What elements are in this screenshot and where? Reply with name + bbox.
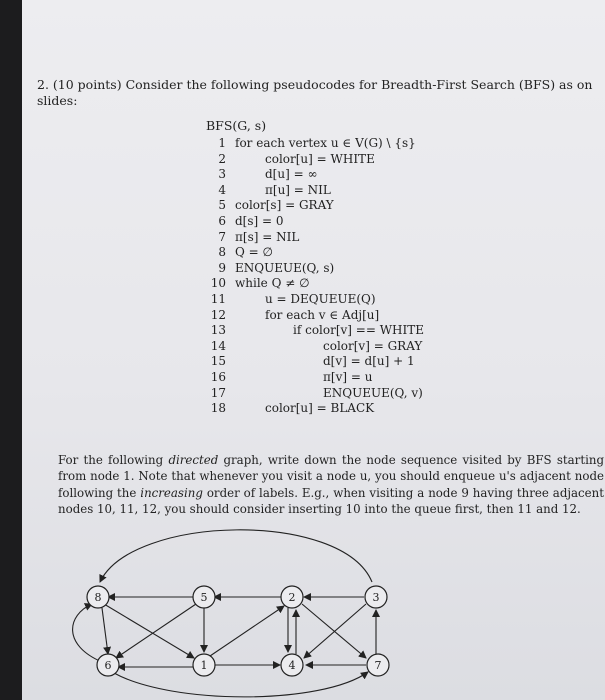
code-line: [206, 167, 526, 183]
problem-number: 2.: [37, 77, 49, 92]
instructions-paragraph: [58, 452, 604, 517]
line-number: 9: [218, 260, 226, 275]
node-label-3: 3: [372, 591, 380, 604]
line-statement: d[v] = d[u] + 1: [323, 354, 415, 369]
code-line: [206, 370, 526, 386]
instructions-part3: order of labels. E.g., when visiting a node 9 having three adjacent nodes 10, 11, 12, you should consider inserting 10 into the queue first, then 11 and 12.: [58, 485, 604, 516]
line-number: 4: [218, 182, 226, 197]
line-number: 17: [210, 385, 226, 400]
line-statement: if color[v] == WHITE: [293, 323, 425, 338]
line-statement: d[s] = 0: [235, 213, 284, 228]
instructions-part2: graph, write down the node sequence visited by BFS starting from node 1. Note that whenever you visit a node u, you should enqueue u's adjacent node following the: [58, 453, 604, 500]
code-line: [206, 339, 526, 355]
edge-3-8: [100, 530, 372, 582]
line-statement: Q = ∅: [235, 245, 273, 260]
pseudocode-title: BFS(G, s): [206, 118, 267, 133]
instructions-emph-increasing: increasing: [140, 485, 203, 500]
code-line: [206, 198, 526, 214]
line-number: 12: [210, 307, 226, 322]
line-statement: color[u] = BLACK: [265, 401, 375, 416]
node-label-7: 7: [374, 659, 382, 672]
code-line: [206, 276, 526, 292]
line-statement: color[u] = WHITE: [265, 151, 375, 166]
line-number: 2: [218, 151, 226, 166]
line-number: 6: [218, 213, 226, 228]
line-number: 1: [218, 136, 226, 150]
code-line: [206, 183, 526, 199]
instructions-part1: For the following: [58, 453, 169, 467]
problem-statement: [37, 77, 597, 109]
bfs-pseudocode: [206, 118, 526, 417]
line-statement: u = DEQUEUE(Q): [265, 291, 376, 306]
node-label-4: 4: [288, 659, 296, 672]
line-number: 10: [210, 276, 226, 291]
line-number: 13: [210, 323, 226, 338]
code-line: [206, 386, 526, 402]
node-label-8: 8: [94, 591, 102, 604]
edge-6-8: [73, 604, 102, 662]
line-number: 16: [210, 369, 226, 384]
line-statement: for each vertex u ∈ V(G) \ {s}: [235, 136, 416, 150]
edge-1-2: [210, 606, 284, 656]
node-label-6: 6: [104, 659, 112, 672]
code-line: [206, 323, 526, 339]
edge-6-7: [114, 672, 368, 697]
line-statement: π[v] = u: [323, 369, 373, 384]
line-statement: for each v ∈ Adj[u]: [265, 307, 380, 322]
node-label-5: 5: [200, 591, 208, 604]
line-number: 7: [218, 229, 226, 244]
line-number: 18: [210, 401, 226, 416]
code-line: [206, 401, 526, 417]
line-statement: ENQUEUE(Q, v): [323, 385, 423, 400]
problem-intro: Consider the following pseudocodes for Breadth-First Search (BFS) as on slides:: [37, 77, 593, 108]
edge-8-6: [102, 608, 108, 654]
line-statement: d[u] = ∞: [265, 167, 318, 182]
line-number: 14: [210, 338, 226, 353]
line-statement: ENQUEUE(Q, s): [235, 260, 335, 275]
node-label-2: 2: [288, 591, 296, 604]
problem-points: (10 points): [52, 77, 122, 92]
line-statement: color[v] = GRAY: [323, 338, 423, 353]
code-line: [206, 136, 526, 152]
line-number: 8: [218, 245, 226, 260]
line-statement: π[u] = NIL: [265, 182, 331, 197]
code-line: [206, 214, 526, 230]
node-label-1: 1: [200, 659, 208, 672]
line-number: 11: [210, 291, 226, 306]
code-line: [206, 261, 526, 277]
line-number: 15: [210, 354, 226, 369]
edge-5-6: [116, 604, 196, 658]
paper-sheet: [22, 0, 605, 700]
pseudocode-lines: [206, 136, 526, 417]
code-line: [206, 308, 526, 324]
edge-8-1: [104, 604, 194, 658]
code-line: [206, 292, 526, 308]
code-line: [206, 354, 526, 370]
code-line: [206, 152, 526, 168]
line-number: 3: [218, 167, 226, 182]
line-statement: π[s] = NIL: [235, 229, 300, 244]
code-line: [206, 230, 526, 246]
instructions-emph-directed: directed: [168, 453, 219, 467]
directed-graph: [22, 520, 605, 700]
line-number: 5: [218, 198, 226, 213]
line-statement: while Q ≠ ∅: [235, 276, 310, 291]
code-line: [206, 245, 526, 261]
line-statement: color[s] = GRAY: [235, 198, 334, 213]
